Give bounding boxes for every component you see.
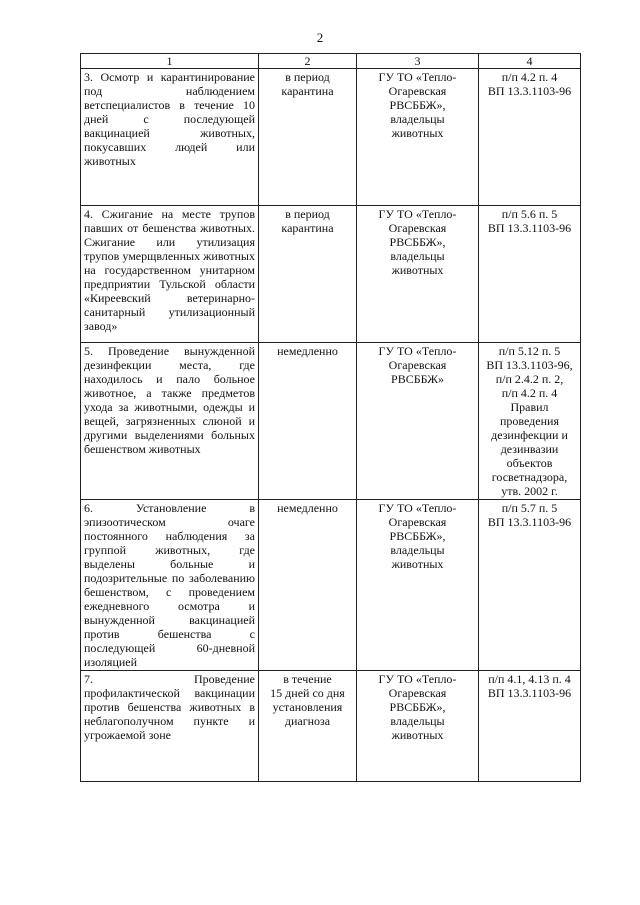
reference-cell: п/п 4.2 п. 4 ВП 13.3.1103-96 [479,69,581,206]
action-cell: 7. Проведение профилактической вакцинации против бешенства животных в неблагополучном пункте и угрожаемой зоне [81,671,259,782]
column-header-1: 1 [81,54,259,69]
column-header-3: 3 [357,54,479,69]
table-row [81,500,581,671]
table-row [81,206,581,343]
reference-cell: п/п 4.1, 4.13 п. 4 ВП 13.3.1103-96 [479,671,581,782]
term-cell: в период карантина [259,206,357,343]
measures-table [80,53,581,782]
table-row [81,343,581,500]
executor-cell: ГУ ТО «Тепло- Огаревская РВСББЖ», владельцы животных [357,671,479,782]
page-number: 2 [316,30,324,45]
action-cell: 4. Сжигание на месте трупов павших от бешенства животных. Сжигание или утилизация трупов умерщвленных животных на государственном унитарном предприятии Тульской области «Киреевский ветеринарно-санитарный утилизационный завод» [81,206,259,343]
reference-cell: п/п 5.12 п. 5 ВП 13.3.1103-96, п/п 2.4.2 п. 2, п/п 4.2 п. 4 Правил проведения дезинфекции и дезинвазии объектов госветнадзора, утв. 2002 г. [479,343,581,500]
executor-cell: ГУ ТО «Тепло- Огаревская РВСББЖ», владельцы животных [357,69,479,206]
column-header-2: 2 [259,54,357,69]
reference-cell: п/п 5.6 п. 5 ВП 13.3.1103-96 [479,206,581,343]
table-row [81,671,581,782]
table-header-row [81,54,581,69]
action-cell: 3. Осмотр и карантинирование под наблюдением ветспециалистов в течение 10 дней с последующей вакцинацией животных, покусавших людей или животных [81,69,259,206]
executor-cell: ГУ ТО «Тепло- Огаревская РВСББЖ» [357,343,479,500]
executor-cell: ГУ ТО «Тепло- Огаревская РВСББЖ», владельцы животных [357,206,479,343]
action-cell: 6. Установление в эпизоотическом очаге постоянного наблюдения за группой животных, где выделены больные и подозрительные по заболеванию бешенством, с проведением ежедневного осмотра и вынужденной вакцинацией против бешенства с последующей 60-дневной изоляцией [81,500,259,671]
term-cell: немедленно [259,343,357,500]
term-cell: в период карантина [259,69,357,206]
column-header-4: 4 [479,54,581,69]
table-row [81,69,581,206]
term-cell: немедленно [259,500,357,671]
reference-cell: п/п 5.7 п. 5 ВП 13.3.1103-96 [479,500,581,671]
executor-cell: ГУ ТО «Тепло- Огаревская РВСББЖ», владельцы животных [357,500,479,671]
term-cell: в течение 15 дней со дня установления диагноза [259,671,357,782]
action-cell: 5. Проведение вынужденной дезинфекции места, где находилось и пало больное животное, а также предметов ухода за животными, одежды и вещей, загрязненных слюной и другими выделениями больных бешенством животных [81,343,259,500]
